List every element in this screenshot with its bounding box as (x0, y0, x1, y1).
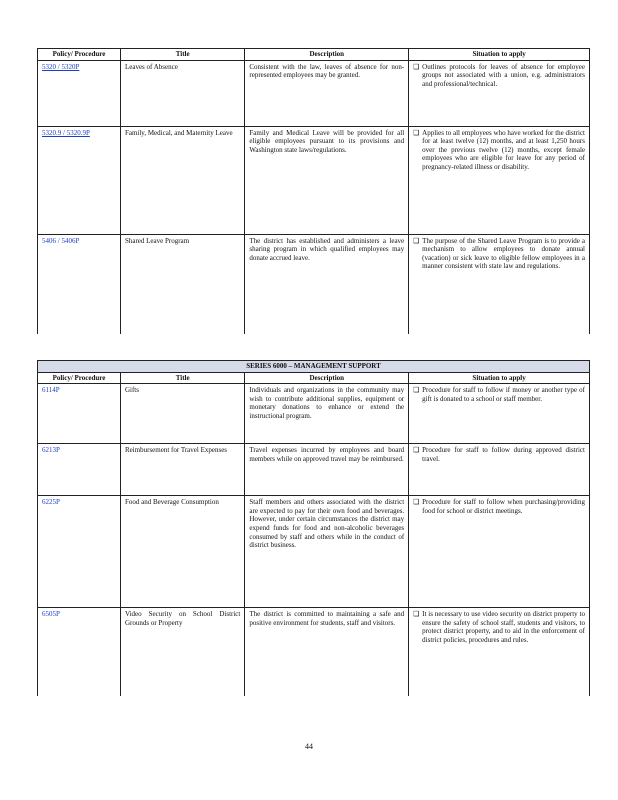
table-header-row (38, 372, 590, 384)
checkbox-bullet-icon: ❑ (413, 128, 420, 137)
description-cell: The district has established and administers a leave sharing program in which qualified employees may donate accrued leave. (245, 234, 409, 334)
header-policy: Policy/ Procedure (38, 372, 121, 384)
description-cell: Staff members and others associated with the district are expected to pay for their own food and beverages. However, under certain circumstances the district may expend funds for food and non-alcoholic beverages consumed by staff and others while in the conduct of district business. (245, 496, 409, 608)
situation-cell: ❑ The purpose of the Shared Leave Program is to provide a mechanism to allow employees to donate annual (vacation) or sick leave to eligible fellow employees in a manner consistent with state law and regulations. (409, 234, 590, 334)
description-cell: Family and Medical Leave will be provided for all eligible employees pursuant to its provisions and Washington state laws/regulations. (245, 126, 409, 234)
policy-number: 6505P (42, 610, 60, 619)
policy-number: 6213P (42, 446, 60, 455)
series-heading: SERIES 6000 – MANAGEMENT SUPPORT (38, 361, 590, 373)
page-number: 44 (305, 742, 313, 751)
policy-cell (38, 608, 121, 696)
situation-cell: ❑ Procedure for staff to follow when purchasing/providing food for school or district meetings. (409, 496, 590, 608)
table-row (38, 496, 590, 608)
header-situation: Situation to apply (409, 372, 590, 384)
title-cell: Leaves of Absence (120, 60, 244, 126)
situation-cell: ❑ Procedure for staff to follow if money or another type of gift is donated to a school or staff member. (409, 384, 590, 444)
title-cell: Food and Beverage Consumption (120, 496, 244, 608)
management-support-table (37, 360, 590, 696)
description-cell: Consistent with the law, leaves of absence for non-represented employees may be granted. (245, 60, 409, 126)
table-row (38, 444, 590, 496)
leave-policies-table (37, 48, 590, 334)
policy-cell[interactable] (38, 126, 121, 234)
policy-cell (38, 496, 121, 608)
table-row (38, 60, 590, 126)
policy-cell (38, 444, 121, 496)
table-row (38, 126, 590, 234)
title-cell: Reimbursement for Travel Expenses (120, 444, 244, 496)
policy-link[interactable]: 5320 / 5320P (42, 62, 80, 71)
header-policy: Policy/ Procedure (38, 49, 121, 61)
series-heading-row (38, 361, 590, 373)
header-description: Description (245, 372, 409, 384)
description-cell: Individuals and organizations in the community may wish to contribute additional supplies, equipment or monetary donations to enhance or extend the instructional program. (245, 384, 409, 444)
checkbox-bullet-icon: ❑ (413, 236, 420, 245)
title-cell: Video Security on School District Grounds or Property (120, 608, 244, 696)
table-row (38, 384, 590, 444)
title-cell: Shared Leave Program (120, 234, 244, 334)
header-situation: Situation to apply (409, 49, 590, 61)
header-description: Description (245, 49, 409, 61)
situation-cell: ❑ Applies to all employees who have worked for the district for at least twelve (12) months, and at least 1,250 hours over the previous twelve (12) months, except female employees who are eligible for leave for any period of pregnancy-related illness or disability. (409, 126, 590, 234)
policy-number: 5406 / 5406P (42, 236, 80, 245)
table-header-row (38, 49, 590, 61)
policy-cell (38, 234, 121, 334)
header-title: Title (120, 49, 244, 61)
policy-cell[interactable] (38, 60, 121, 126)
checkbox-bullet-icon: ❑ (413, 386, 420, 395)
description-cell: Travel expenses incurred by employees and board members while on approved travel may be reimbursed. (245, 444, 409, 496)
description-cell: The district is committed to maintaining a safe and positive environment for students, staff and visitors. (245, 608, 409, 696)
policy-number: 6114P (42, 386, 60, 395)
table-row (38, 234, 590, 334)
situation-cell: ❑ It is necessary to use video security on district property to ensure the safety of school staff, students and visitors, to protect district property, and to aid in the enforcement of district policies, procedures and rules. (409, 608, 590, 696)
checkbox-bullet-icon: ❑ (413, 498, 420, 507)
checkbox-bullet-icon: ❑ (413, 610, 420, 619)
situation-cell: ❑ Procedure for staff to follow during approved district travel. (409, 444, 590, 496)
policy-cell (38, 384, 121, 444)
checkbox-bullet-icon: ❑ (413, 446, 420, 455)
situation-cell: ❑ Outlines protocols for leaves of absence for employee groups not associated with a union, e.g. administrators and professional/technical. (409, 60, 590, 126)
header-title: Title (120, 372, 244, 384)
title-cell: Gifts (120, 384, 244, 444)
title-cell: Family, Medical, and Maternity Leave (120, 126, 244, 234)
policy-link[interactable]: 5320.9 / 5320.9P (42, 128, 90, 137)
table-row (38, 608, 590, 696)
policy-number: 6225P (42, 498, 60, 507)
checkbox-bullet-icon: ❑ (413, 62, 420, 71)
